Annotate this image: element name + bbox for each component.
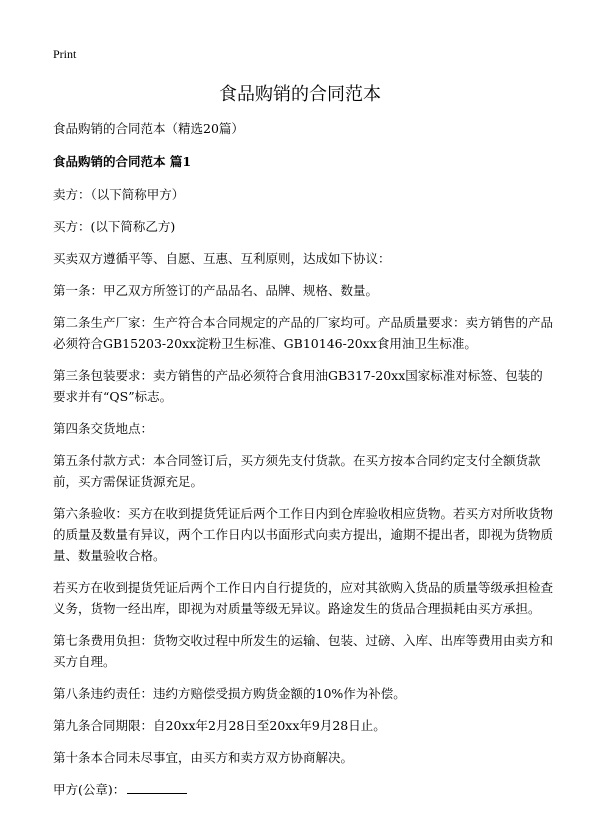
section-heading: 食品购销的合同范本 篇1 <box>53 154 192 169</box>
paragraph-article-4: 第四条交货地点： <box>53 421 154 436</box>
paragraph-article-10: 第十条本合同未尽事宜，由买方和卖方双方协商解决。 <box>53 750 354 765</box>
signature-label: 甲方(公章)： <box>53 782 126 797</box>
paragraph-article-3: 第三条包装要求：卖方销售的产品必须符合食用油GB317-20xx国家标准对标签、包装的要求并有“QS”标志。 <box>53 368 543 404</box>
paragraph-article-6-continued: 若买方在收到提货凭证后两个工作日内自行提货的，应对其欲购入货品的质量等级承担检查义务，货物一经出库，即视为对质量等级无异议。路途发生的货品合理损耗由买方承担。 <box>53 580 554 616</box>
paragraph-article-8: 第八条违约责任：违约方赔偿受损方购货金额的10%作为补偿。 <box>53 686 406 701</box>
document-body <box>53 118 553 811</box>
paragraph-article-7: 第七条费用负担：货物交收过程中所发生的运输、包装、过磅、入库、出库等费用由卖方和买方自理。 <box>53 633 554 669</box>
paragraph-buyer: 买方：(以下简称乙方) <box>53 219 176 234</box>
paragraph-article-9: 第九条合同期限：自20xx年2月28日至20xx年9月28日止。 <box>53 718 386 733</box>
document-title: 食品购销的合同范本 <box>219 84 381 105</box>
paragraph-agreement: 买卖双方遵循平等、自愿、互惠、互利原则，达成如下协议： <box>53 251 391 266</box>
paragraph-article-5: 第五条付款方式：本合同签订后，买方须先支付货款。在买方按本合同约定支付全额货款前，买方需保证货源充足。 <box>53 453 541 489</box>
paragraph-article-6: 第六条验收：买方在收到提货凭证后两个工作日内到仓库验收相应货物。若买方对所收货物的质量及数量有异议，两个工作日内以书面形式向卖方提出，逾期不提出者，即视为货物质量、数量验收合格。 <box>53 506 554 563</box>
signature-row <box>53 779 553 800</box>
paragraph-article-2: 第二条生产厂家：生产符合本合同规定的产品的厂家均可。产品质量要求：卖方销售的产品必须符合GB15203-20xx淀粉卫生标准、GB10146-20xx食用油卫生标准。 <box>53 315 554 351</box>
document-subtitle: 食品购销的合同范本（精选20篇） <box>53 121 244 136</box>
print-link[interactable]: Print <box>53 47 77 61</box>
paragraph-seller: 卖方：（以下简称甲方） <box>53 187 185 202</box>
paragraph-article-1: 第一条：甲乙双方所签订的产品品名、品牌、规格、数量。 <box>53 283 379 298</box>
signature-line <box>127 779 187 794</box>
